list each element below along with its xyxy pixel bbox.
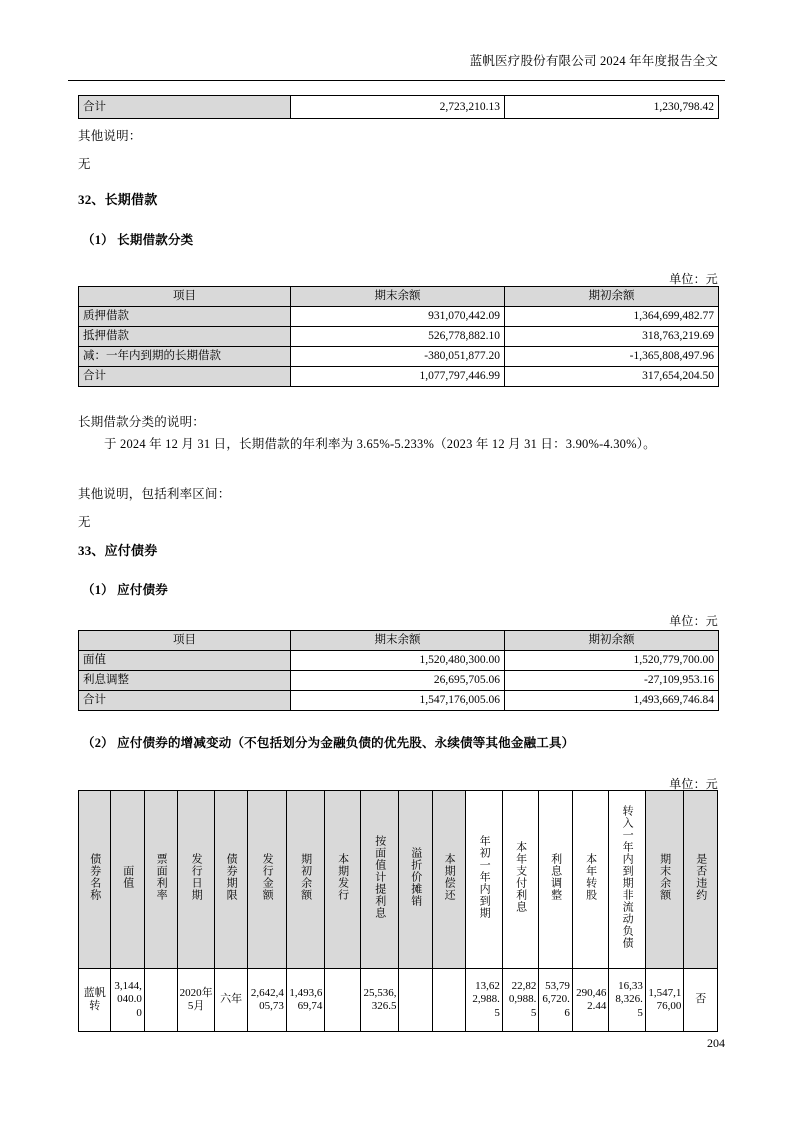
col-bond-name: 债券名称: [79, 791, 111, 969]
table-row: [79, 96, 719, 119]
cell-ending: 1,077,797,446.99: [291, 367, 505, 387]
cell-ending: 1,547,176,005.06: [291, 691, 505, 711]
col-par-value: 面值: [111, 791, 144, 969]
table-row: [79, 969, 718, 1032]
col-premium-discount-amortization: 溢折价摊销: [399, 791, 432, 969]
cell-repaid-current: [432, 969, 465, 1032]
cell-due-within-one-year-begin: 13,622,988.5: [466, 969, 503, 1032]
col-converted-to-shares: 本年转股: [572, 791, 609, 969]
table-header-row: [79, 631, 719, 651]
table-row: [79, 367, 719, 387]
unit-label-33-1: 单位：元: [669, 614, 718, 628]
col-interest-paid-current: 本年支付利息: [502, 791, 539, 969]
row-label: 合计: [79, 367, 291, 387]
table-row: [79, 651, 719, 671]
section-heading-32: 32、长期借款: [78, 192, 158, 207]
cell-issued-current: [325, 969, 361, 1032]
long-term-loan-table-wrap: [78, 286, 719, 387]
cell-par-value: 3,144,040.00: [111, 969, 144, 1032]
col-beginning-balance: 期初余额: [505, 631, 719, 651]
cell-ending: -380,051,877.20: [291, 347, 505, 367]
row-label-total: 合计: [79, 96, 291, 119]
table-header-row: [79, 791, 718, 969]
cell-beginning: 1,364,699,482.77: [505, 307, 719, 327]
cell-interest-paid-current: 22,820,988.5: [502, 969, 539, 1032]
col-due-within-one-year-begin: 年初一年内到期: [466, 791, 503, 969]
header-divider: [68, 80, 725, 81]
table-row: [79, 307, 719, 327]
continued-summary-table: [78, 95, 719, 119]
subsection-heading-32-1: （1） 长期借款分类: [82, 233, 194, 247]
cell-interest-adjustment: 53,796,720.6: [539, 969, 572, 1032]
cell-beginning-balance: 1,230,798.42: [505, 96, 719, 119]
subsection-heading-33-2: （2） 应付债券的增减变动（不包括划分为金融负债的优先股、永续债等其他金融工具）: [82, 736, 575, 750]
other-note-value-1: 无: [78, 157, 91, 171]
bonds-payable-table: [78, 630, 719, 711]
bonds-payable-table-wrap: [78, 630, 719, 711]
cell-beginning: 317,654,204.50: [505, 367, 719, 387]
col-beginning-balance: 期初余额: [286, 791, 325, 969]
long-term-loan-note-text: 于 2024 年 12 月 31 日，长期借款的年利率为 3.65%-5.233%（2023 年 12 月 31 日：3.90%-4.30%）。: [104, 437, 656, 451]
cell-ending-balance: 2,723,210.13: [291, 96, 505, 119]
col-default-flag: 是否违约: [684, 791, 718, 969]
col-ending-balance: 期末余额: [291, 287, 505, 307]
col-interest-adjustment: 利息调整: [539, 791, 572, 969]
page-number: 204: [707, 1036, 725, 1050]
cell-transferred-to-current-liab: 16,338,326.5: [609, 969, 646, 1032]
cell-beginning: -1,365,808,497.96: [505, 347, 719, 367]
cell-beginning: 1,493,669,746.84: [505, 691, 719, 711]
row-label: 面值: [79, 651, 291, 671]
col-interest-accrued-at-par: 按面值计提利息: [360, 791, 399, 969]
cell-beginning: 1,520,779,700.00: [505, 651, 719, 671]
col-issued-current: 本期发行: [325, 791, 361, 969]
unit-label-33-2: 单位：元: [669, 777, 718, 791]
col-ending-balance: 期末余额: [645, 791, 684, 969]
row-label: 合计: [79, 691, 291, 711]
col-item: 项目: [79, 287, 291, 307]
col-transferred-to-current-liab: 转入一年内到期非流动负债: [609, 791, 646, 969]
col-ending-balance: 期末余额: [291, 631, 505, 651]
cell-converted-to-shares: 290,462.44: [572, 969, 609, 1032]
table-row: [79, 671, 719, 691]
row-label: 利息调整: [79, 671, 291, 691]
cell-issue-date: 2020年5月: [178, 969, 215, 1032]
other-note-value-2: 无: [78, 515, 91, 529]
other-note-label-1: 其他说明：: [78, 129, 142, 143]
cell-premium-discount-amortization: [399, 969, 432, 1032]
row-label: 减：一年内到期的长期借款: [79, 347, 291, 367]
cell-ending: 1,520,480,300.00: [291, 651, 505, 671]
cell-beginning: 318,763,219.69: [505, 327, 719, 347]
cell-bond-name: 蓝帆转: [79, 969, 111, 1032]
col-repaid-current: 本期偿还: [432, 791, 465, 969]
long-term-loan-table: [78, 286, 719, 387]
cell-default-flag: 否: [684, 969, 718, 1032]
col-issue-amount: 发行金额: [248, 791, 287, 969]
unit-label-32-1: 单位：元: [669, 272, 718, 286]
continued-summary-table-wrap: [78, 95, 719, 119]
col-term: 债券期限: [214, 791, 247, 969]
cell-ending: 526,778,882.10: [291, 327, 505, 347]
table-row: [79, 347, 719, 367]
row-label: 抵押借款: [79, 327, 291, 347]
page-header: 蓝帆医疗股份有限公司 2024 年年度报告全文: [469, 54, 718, 68]
cell-issue-amount: 2,642,405,73: [248, 969, 287, 1032]
table-header-row: [79, 287, 719, 307]
cell-beginning: -27,109,953.16: [505, 671, 719, 691]
col-item: 项目: [79, 631, 291, 651]
cell-coupon-rate: [144, 969, 177, 1032]
col-coupon-rate: 票面利率: [144, 791, 177, 969]
table-row: [79, 691, 719, 711]
cell-ending-balance: 1,547,176,00: [645, 969, 684, 1032]
col-beginning-balance: 期初余额: [505, 287, 719, 307]
row-label: 质押借款: [79, 307, 291, 327]
cell-term: 六年: [214, 969, 247, 1032]
subsection-heading-33-1: （1） 应付债券: [82, 583, 168, 597]
long-term-loan-note-label: 长期借款分类的说明：: [78, 415, 206, 429]
cell-beginning-balance: 1,493,669,74: [286, 969, 325, 1032]
cell-ending: 931,070,442.09: [291, 307, 505, 327]
cell-interest-accrued-at-par: 25,536,326.5: [360, 969, 399, 1032]
table-row: [79, 327, 719, 347]
bond-changes-table-wrap: [78, 790, 718, 1032]
section-heading-33: 33、应付债券: [78, 543, 158, 558]
col-issue-date: 发行日期: [178, 791, 215, 969]
bond-changes-table: [78, 790, 718, 1032]
cell-ending: 26,695,705.06: [291, 671, 505, 691]
other-note-label-2: 其他说明，包括利率区间：: [78, 487, 231, 501]
